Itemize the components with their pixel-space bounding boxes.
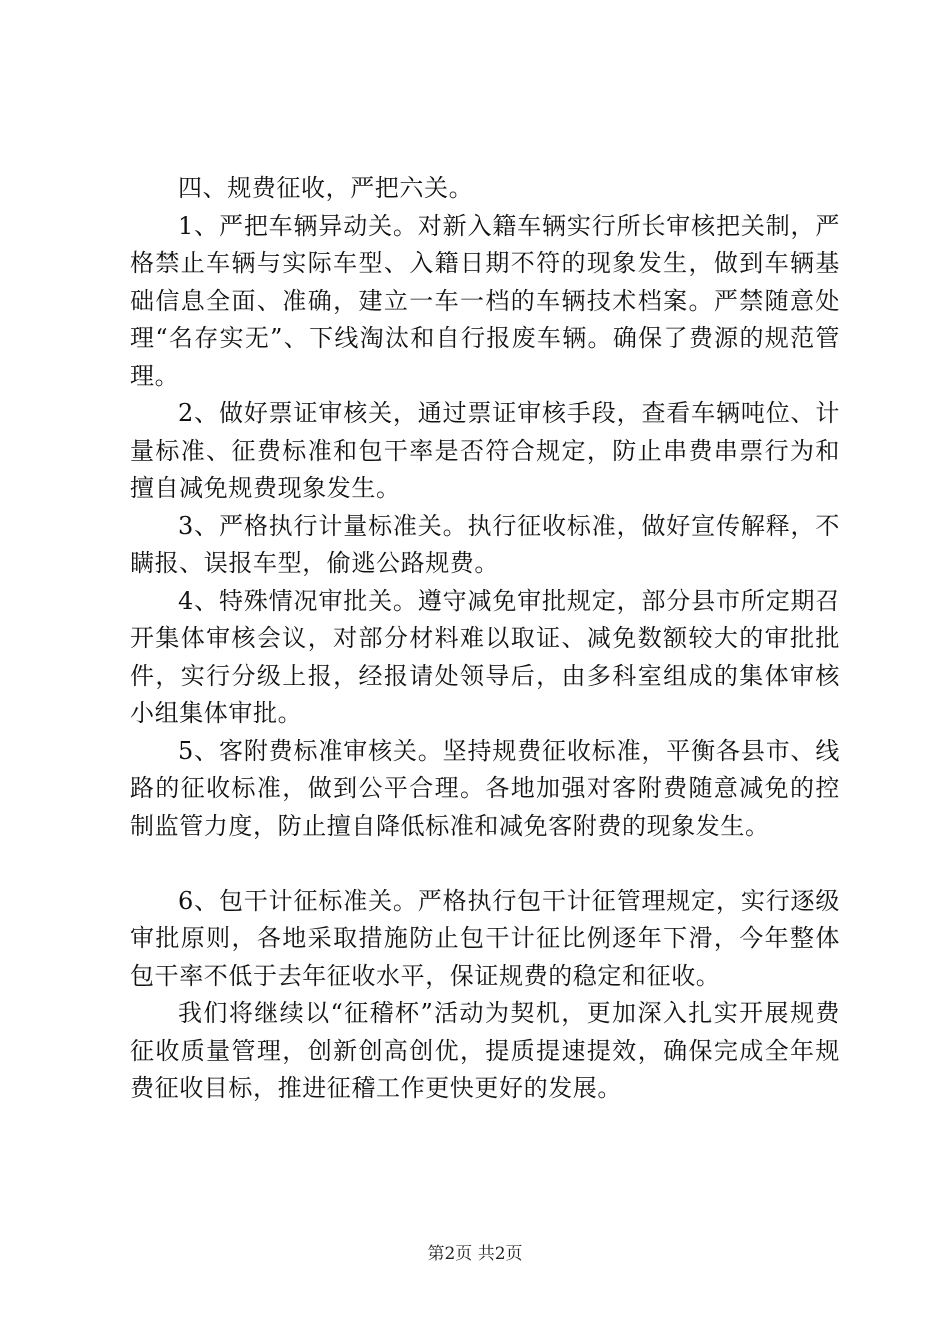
paragraph-item-3: 3、严格执行计量标准关。执行征收标准，做好宣传解释，不瞒报、误报车型，偷逃公路规费。 bbox=[130, 511, 840, 577]
paragraph-item-5: 5、客附费标准审核关。坚持规费征收标准，平衡各县市、线路的征收标准，做到公平合理。各地加强对客附费随意减免的控制监管力度，防止擅自降低标准和减免客附费的现象发生。 bbox=[130, 736, 840, 840]
paragraph-item-2: 2、做好票证审核关，通过票证审核手段，查看车辆吨位、计量标准、征费标准和包干率是否符合规定，防止串费串票行为和擅自减免规费现象发生。 bbox=[130, 399, 840, 502]
page-footer: 第2页 共2页 bbox=[427, 1244, 523, 1264]
document-body bbox=[130, 170, 840, 1108]
paragraph-item-6: 6、包干计征标准关。严格执行包干计征管理规定，实行逐级审批原则，各地采取措施防止包干计征比例逐年下滑，今年整体包干率不低于去年征收水平，保证规费的稳定和征收。 bbox=[130, 886, 840, 990]
paragraph-item-4: 4、特殊情况审批关。遵守减免审批规定，部分县市所定期召开集体审核会议，对部分材料难以取证、减免数额较大的审批批件，实行分级上报，经报请处领导后，由多科室组成的集体审核小组集体审批。 bbox=[130, 586, 840, 727]
closing-paragraph: 我们将继续以“征稽杯”活动为契机，更加深入扎实开展规费征收质量管理，创新创高创优，提质提速提效，确保完成全年规费征收目标，推进征稽工作更快更好的发展。 bbox=[130, 999, 840, 1102]
section-heading: 四、规费征收，严把六关。 bbox=[178, 174, 474, 202]
paragraph-item-1: 1、严把车辆异动关。对新入籍车辆实行所长审核把关制，严格禁止车辆与实际车型、入籍日期不符的现象发生，做到车辆基础信息全面、准确，建立一车一档的车辆技术档案。严禁随意处理“名存实无”、下线淘汰和自行报废车辆。确保了费源的规范管理。 bbox=[130, 211, 840, 390]
